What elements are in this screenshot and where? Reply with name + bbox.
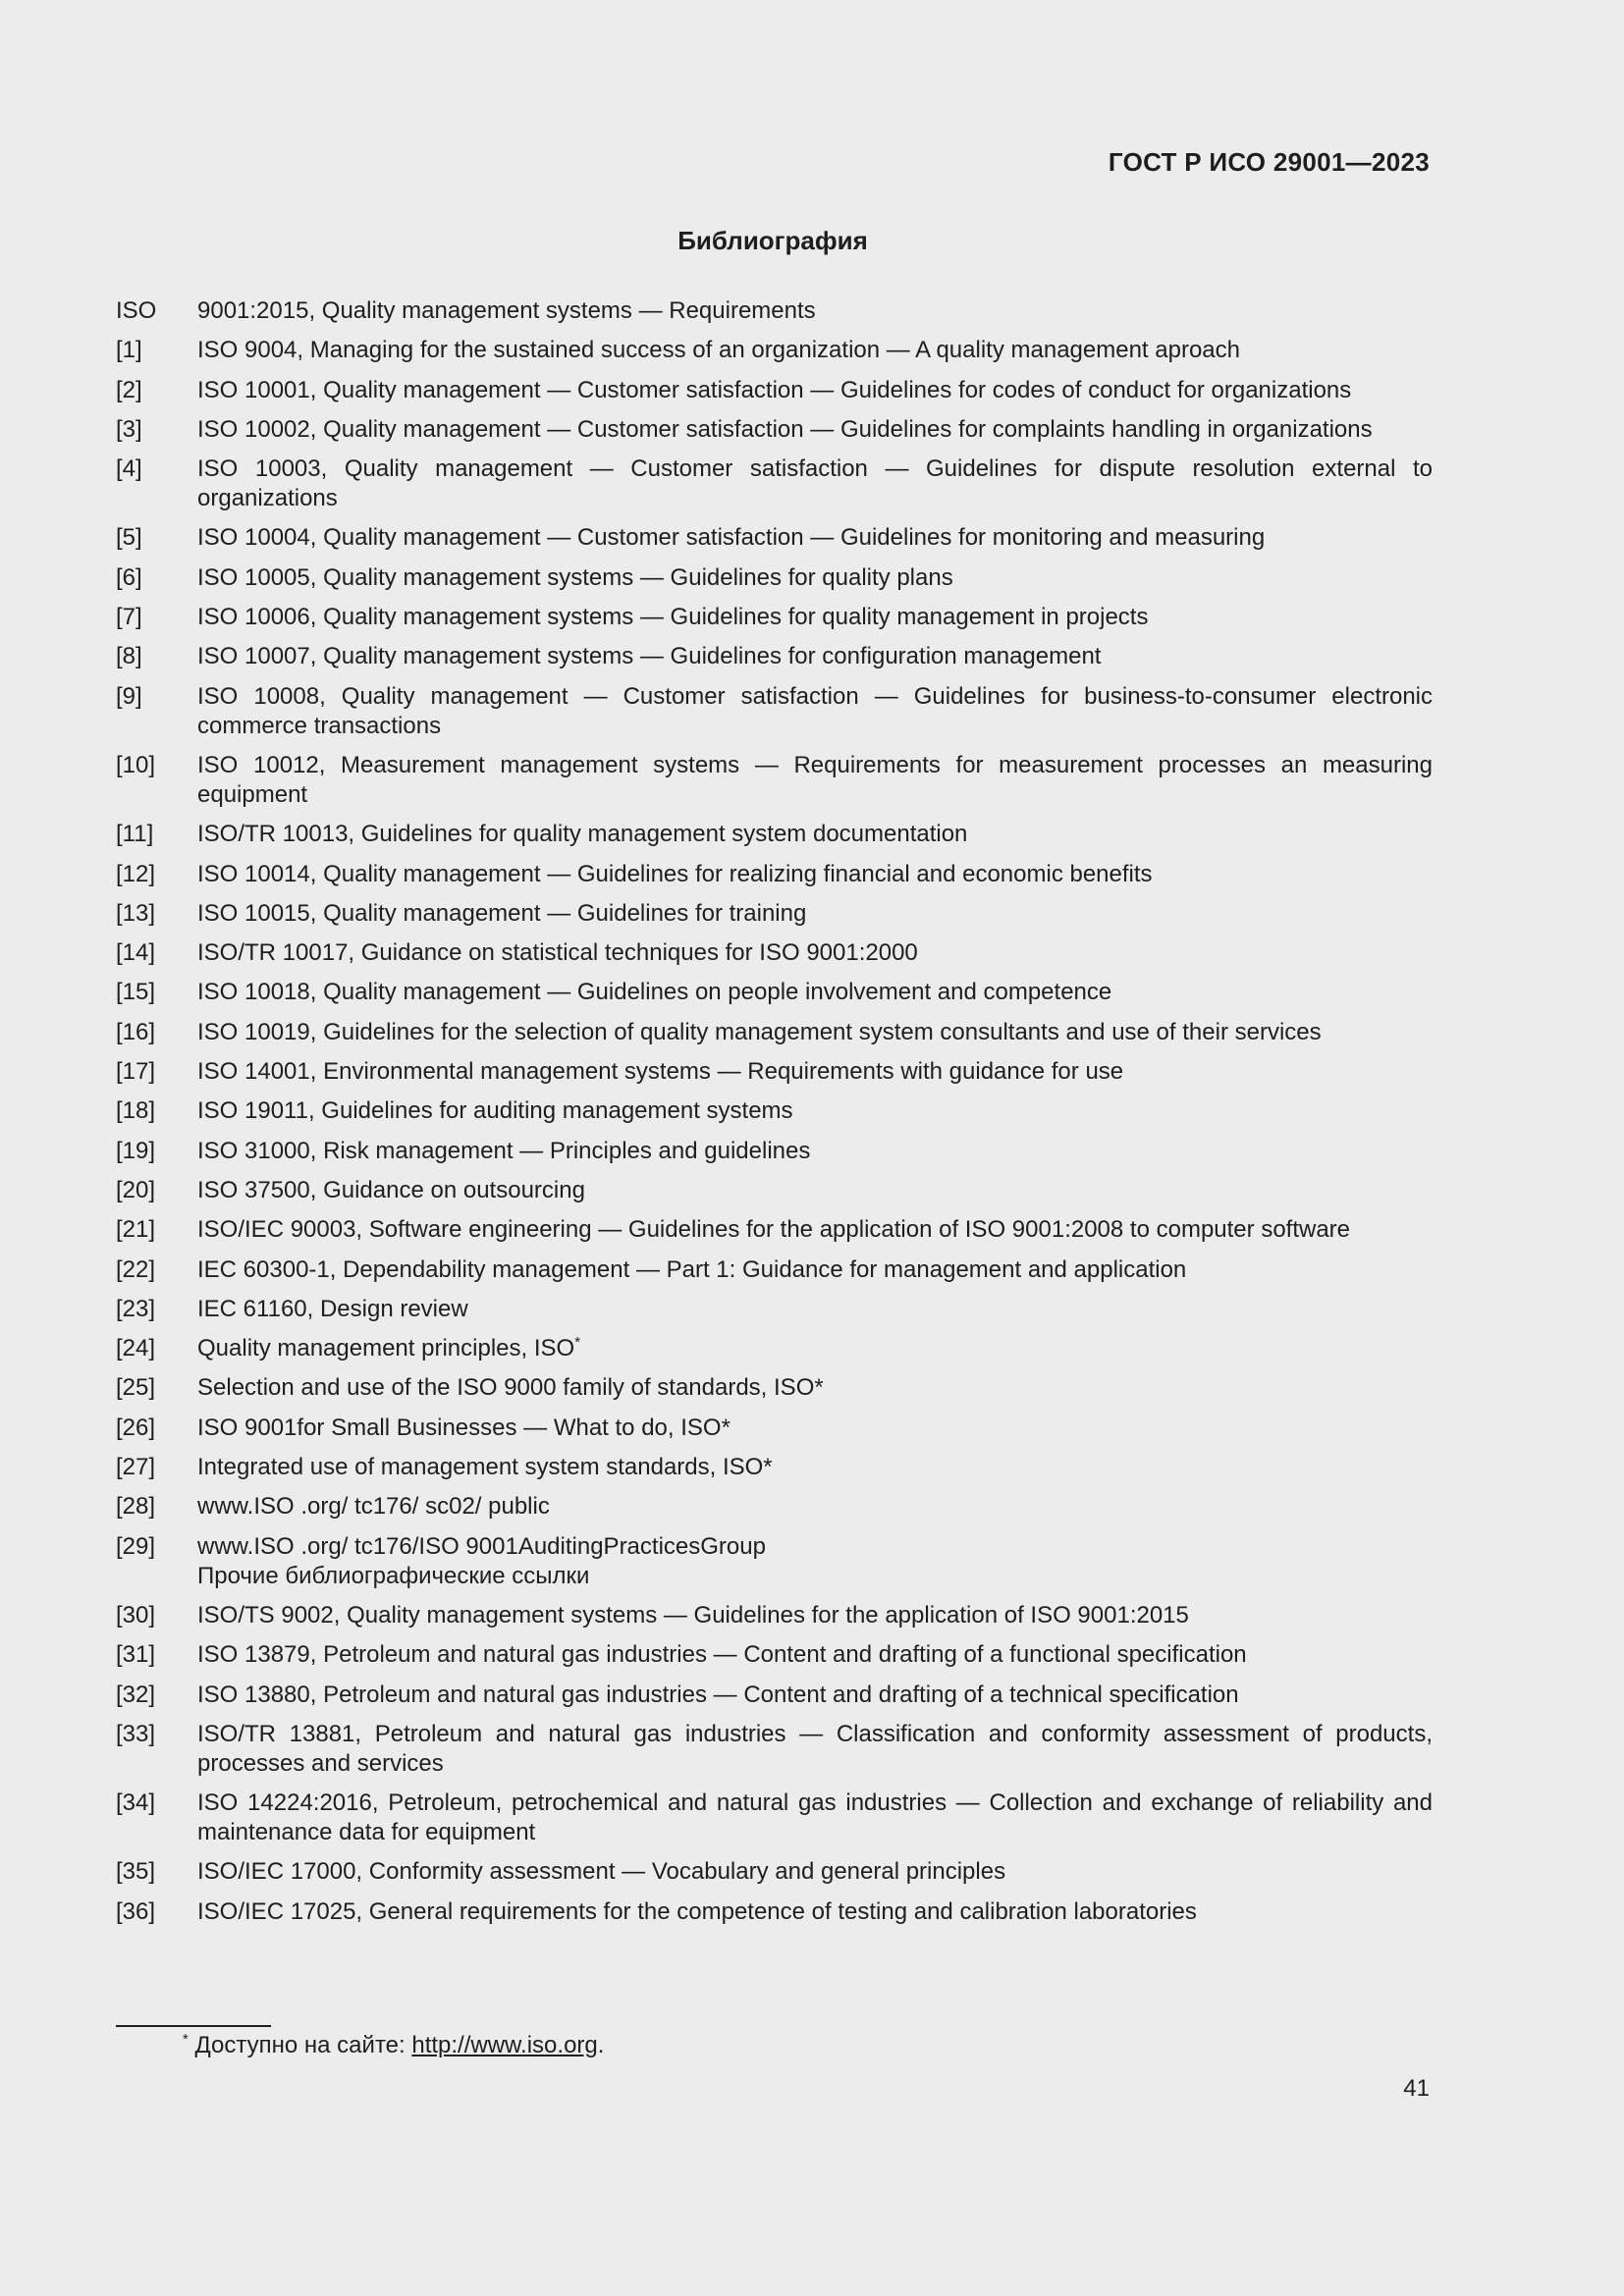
bibliography-entry xyxy=(116,860,1433,889)
entry-number: [24] xyxy=(116,1335,156,1362)
bibliography-entry xyxy=(116,1255,1433,1285)
bibliography-entry xyxy=(116,751,1433,810)
bibliography-entry xyxy=(116,1857,1433,1887)
entry-text: ISO 37500, Guidance on outsourcing xyxy=(197,1176,585,1203)
bibliography-entry xyxy=(116,682,1433,741)
bibliography-entry xyxy=(116,938,1433,968)
entry-number: [6] xyxy=(116,563,142,591)
bibliography-entry xyxy=(116,1215,1433,1245)
page-number: 41 xyxy=(1403,2075,1430,2102)
entry-number: [1] xyxy=(116,337,142,364)
footnote-trailing: . xyxy=(597,2032,605,2058)
entry-text: ISO/IEC 17000, Conformity assessment — Vocabulary and general principles xyxy=(197,1858,1006,1886)
entry-number: [16] xyxy=(116,1018,156,1045)
entry-text: ISO 10005, Quality management systems — Guidelines for quality plans xyxy=(197,563,953,591)
bibliography-entry xyxy=(116,1681,1433,1710)
bibliography-entry xyxy=(116,523,1433,553)
entry-text: ISO/TR 10013, Guidelines for quality management system documentation xyxy=(197,821,968,848)
footnote-divider xyxy=(116,2025,271,2027)
entry-text: ISO 19011, Guidelines for auditing management systems xyxy=(197,1097,793,1125)
entry-number: [22] xyxy=(116,1255,156,1283)
footnote xyxy=(183,2031,604,2060)
bibliography-entry xyxy=(116,1295,1433,1324)
bibliography-list xyxy=(116,296,1433,1937)
entry-text: Selection and use of the ISO 9000 family of standards, ISO* xyxy=(197,1374,824,1402)
entry-number: [29] xyxy=(116,1532,156,1560)
bibliography-entry xyxy=(116,1414,1433,1443)
entry-number: [7] xyxy=(116,604,142,631)
entry-number: [33] xyxy=(116,1720,156,1747)
entry-text: ISO 10007, Quality management systems — Guidelines for configuration management xyxy=(197,643,1102,670)
bibliography-entry xyxy=(116,415,1433,445)
entry-text: ISO 14001, Environmental management systems — Requirements with guidance for use xyxy=(197,1058,1124,1086)
bibliography-entry xyxy=(116,1640,1433,1670)
entry-number: [15] xyxy=(116,979,156,1006)
bibliography-entry xyxy=(116,1897,1433,1927)
bibliography-entry xyxy=(116,1789,1433,1847)
footnote-ref: * xyxy=(574,1334,581,1352)
bibliography-entry xyxy=(116,1096,1433,1126)
bibliography-entry xyxy=(116,1057,1433,1087)
entry-text: ISO/TR 13881, Petroleum and natural gas industries — Classification and conformity assessment of products, processes and services xyxy=(197,1720,1433,1777)
entry-text: Quality management principles, ISO* xyxy=(197,1334,581,1362)
entry-text: ISO 10006, Quality management systems — Guidelines for quality management in projects xyxy=(197,604,1149,631)
bibliography-entry xyxy=(116,376,1433,405)
entry-text: ISO/IEC 90003, Software engineering — Guidelines for the application of ISO 9001:2008 to computer software xyxy=(197,1216,1351,1244)
section-title: Библиография xyxy=(677,226,868,255)
bibliography-entry xyxy=(116,1176,1433,1205)
entry-number: [20] xyxy=(116,1176,156,1203)
footnote-link[interactable]: http://www.iso.org xyxy=(411,2032,598,2058)
entry-text: ISO/TS 9002, Quality management systems — Guidelines for the application of ISO 9001:2015 xyxy=(197,1601,1189,1629)
entry-number: [18] xyxy=(116,1097,156,1125)
entry-text: ISO 31000, Risk management — Principles and guidelines xyxy=(197,1137,811,1164)
entry-text: ISO 9001for Small Businesses — What to do, ISO* xyxy=(197,1414,731,1441)
bibliography-entry xyxy=(116,454,1433,513)
entry-text: Integrated use of management system standards, ISO* xyxy=(197,1454,773,1481)
entry-text: ISO 9004, Managing for the sustained success of an organization — A quality management aproach xyxy=(197,337,1240,364)
entry-note: Прочие библиографические ссылки xyxy=(197,1562,590,1589)
entry-number: [8] xyxy=(116,643,142,670)
entry-number: [17] xyxy=(116,1058,156,1086)
entry-number: [11] xyxy=(116,821,154,848)
entry-number: [10] xyxy=(116,751,156,778)
entry-text: 9001:2015, Quality management systems — Requirements xyxy=(197,297,816,324)
bibliography-entry xyxy=(116,899,1433,929)
bibliography-entry xyxy=(116,642,1433,671)
entry-number: [21] xyxy=(116,1216,156,1244)
entry-number: [12] xyxy=(116,860,156,887)
entry-number: [32] xyxy=(116,1681,156,1708)
footnote-marker: * xyxy=(183,2031,189,2048)
bibliography-entry xyxy=(116,563,1433,593)
entry-text: ISO 10015, Quality management — Guidelines for training xyxy=(197,899,807,927)
entry-number: [13] xyxy=(116,899,156,927)
entry-number: [26] xyxy=(116,1414,156,1441)
entry-number: [35] xyxy=(116,1858,156,1886)
entry-text: www.ISO .org/ tc176/ISO 9001AuditingPracticesGroup Прочие библиографические ссылки xyxy=(197,1532,1433,1591)
entry-number: [4] xyxy=(116,455,142,483)
entry-text: ISO 10008, Quality management — Customer satisfaction — Guidelines for business-to-consumer electronic commerce transactions xyxy=(197,682,1433,739)
entry-number: [23] xyxy=(116,1295,156,1322)
entry-text: ISO 10014, Quality management — Guidelines for realizing financial and economic benefits xyxy=(197,860,1153,887)
entry-text: ISO 13880, Petroleum and natural gas industries — Content and drafting of a technical specification xyxy=(197,1681,1239,1708)
entry-text: ISO 10002, Quality management — Customer satisfaction — Guidelines for complaints handling in organizations xyxy=(197,415,1373,443)
entry-number: [27] xyxy=(116,1454,156,1481)
entry-text: ISO 13879, Petroleum and natural gas industries — Content and drafting of a functional specification xyxy=(197,1641,1247,1669)
bibliography-entry xyxy=(116,336,1433,365)
entry-text: ISO 14224:2016, Petroleum, petrochemical and natural gas industries — Collection and exchange of reliability and maintenance data for equipment xyxy=(197,1789,1433,1846)
bibliography-entry xyxy=(116,1334,1433,1363)
entry-number: [9] xyxy=(116,682,142,710)
entry-text: ISO 10012, Measurement management systems — Requirements for measurement processes an measuring equipment xyxy=(197,751,1433,808)
bibliography-entry xyxy=(116,1532,1433,1591)
entry-number: [28] xyxy=(116,1493,156,1521)
entry-number: ISO xyxy=(116,297,157,324)
entry-number: [30] xyxy=(116,1601,156,1629)
entry-text: ISO 10019, Guidelines for the selection of quality management system consultants and use of their services xyxy=(197,1018,1322,1045)
bibliography-entry xyxy=(116,1373,1433,1403)
entry-text: www.ISO .org/ tc176/ sc02/ public xyxy=(197,1493,550,1521)
entry-number: [3] xyxy=(116,415,142,443)
entry-text: ISO/IEC 17025, General requirements for the competence of testing and calibration laboratories xyxy=(197,1897,1197,1925)
bibliography-entry xyxy=(116,1492,1433,1522)
bibliography-entry xyxy=(116,296,1433,326)
bibliography-entry xyxy=(116,1137,1433,1166)
entry-number: [25] xyxy=(116,1374,156,1402)
bibliography-entry xyxy=(116,1018,1433,1047)
bibliography-entry xyxy=(116,603,1433,632)
entry-text: ISO 10018, Quality management — Guidelines on people involvement and competence xyxy=(197,979,1112,1006)
entry-text: ISO 10001, Quality management — Customer satisfaction — Guidelines for codes of conduct for organizations xyxy=(197,376,1352,403)
entry-number: [2] xyxy=(116,376,142,403)
entry-text: ISO 10003, Quality management — Customer satisfaction — Guidelines for dispute resolution external to organizations xyxy=(197,455,1433,512)
bibliography-entry xyxy=(116,1453,1433,1482)
bibliography-entry xyxy=(116,820,1433,849)
entry-number: [19] xyxy=(116,1137,156,1164)
entry-number: [36] xyxy=(116,1897,156,1925)
entry-number: [34] xyxy=(116,1789,156,1817)
entry-text: ISO 10004, Quality management — Customer satisfaction — Guidelines for monitoring and measuring xyxy=(197,524,1266,552)
footnote-text: Доступно на сайте: xyxy=(194,2032,412,2058)
entry-number: [31] xyxy=(116,1641,156,1669)
bibliography-entry xyxy=(116,1601,1433,1630)
entry-number: [14] xyxy=(116,939,156,967)
entry-text: ISO/TR 10017, Guidance on statistical techniques for ISO 9001:2000 xyxy=(197,939,918,967)
entry-number: [5] xyxy=(116,524,142,552)
entry-text: IEC 61160, Design review xyxy=(197,1295,468,1322)
standard-code: ГОСТ Р ИСО 29001—2023 xyxy=(1108,147,1430,177)
entry-text: IEC 60300-1, Dependability management — Part 1: Guidance for management and application xyxy=(197,1255,1187,1283)
bibliography-entry xyxy=(116,978,1433,1007)
bibliography-entry xyxy=(116,1720,1433,1779)
